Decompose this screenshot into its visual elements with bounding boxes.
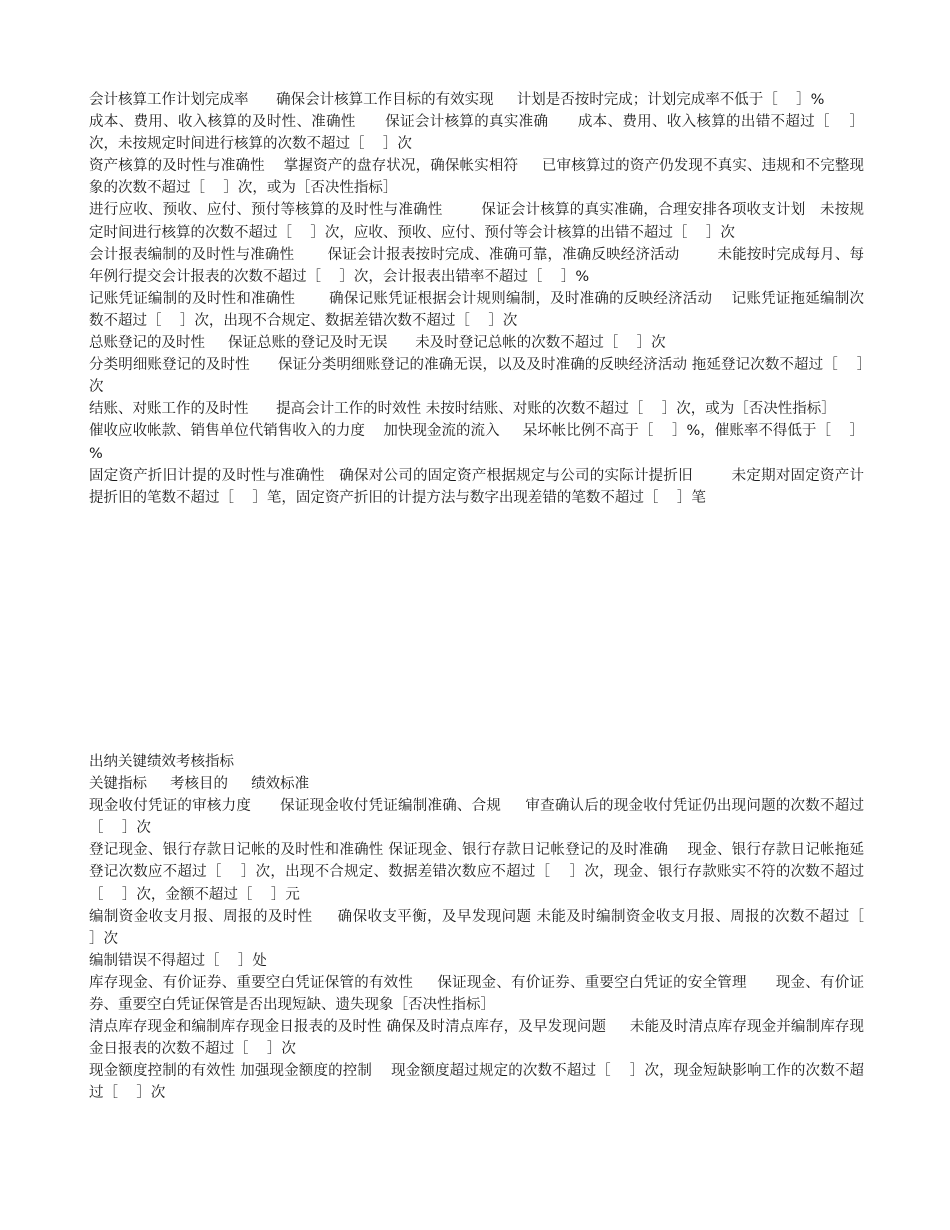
cashier-kpi-section	[89, 751, 883, 1105]
kpi-item-plan-completion-rate: 会计核算工作计划完成率 确保会计核算工作目标的有效实现 计划是否按时完成；计划完成率不低于［ ］%	[89, 92, 825, 108]
kpi-item-cash-limit: 现金额度控制的有效性 加强现金额度的控制 现金额度超过规定的次数不超过［ ］次，现金短缺影响工作的次数不超过［ ］次	[89, 1063, 864, 1102]
table-header: 关键指标 考核目的 绩效标准	[89, 776, 310, 793]
kpi-item-cash-bank-journal: 登记现金、银行存款日记帐的及时性和准确性 保证现金、银行存款日记帐登记的及时准确 现金、银行存款日记帐拖延登记次数应不超过［ ］次，出现不合规定、数据差错次数应不超过［ ］次，现金、银行存款账实不符的次数不超过［ ］次，金额不超过［ ］元	[89, 842, 864, 903]
kpi-item-cost-expense-income: 成本、费用、收入核算的及时性、准确性 保证会计核算的真实准确 成本、费用、收入核算的出错不超过［ ］次，未按规定时间进行核算的次数不超过［ ］次	[89, 114, 864, 153]
kpi-item-safekeeping: 库存现金、有价证券、重要空白凭证保管的有效性 保证现金、有价证券、重要空白凭证的安全管理 现金、有价证券、重要空白凭证保管是否出现短缺、遗失现象［否决性指标］	[89, 974, 864, 1014]
accounting-kpi-section	[89, 89, 864, 509]
kpi-item-subsidiary-ledger: 分类明细账登记的及时性 保证分类明细账登记的准确无误，以及及时准确的反映经济活动 拖延登记次数不超过［ ］次	[89, 357, 864, 396]
kpi-item-asset-accounting: 资产核算的及时性与准确性 掌握资产的盘存状况，确保帐实相符 已审核算过的资产仍发现不真实、违规和不完整现象的次数不超过［ ］次，或为［否决性指标］	[89, 158, 864, 197]
section-title: 出纳关键绩效考核指标	[89, 754, 234, 770]
kpi-item-report-errors: 编制错误不得超过［ ］处	[89, 952, 267, 969]
kpi-item-voucher-preparation: 记账凭证编制的及时性和准确性 确保记账凭证根据会计规则编制，及时准确的反映经济活动 记账凭证拖延编制次数不超过［ ］次，出现不合规定、数据差错次数不超过［ ］次	[89, 290, 864, 329]
kpi-item-fund-reports: 编制资金收支月报、周报的及时性 确保收支平衡，及早发现问题 未能及时编制资金收支月报、周报的次数不超过［ ］次	[89, 908, 883, 947]
kpi-item-financial-statements: 会计报表编制的及时性与准确性 保证会计报表按时完成、准确可靠，准确反映经济活动 未能按时完成每月、每年例行提交会计报表的次数不超过［ ］次，会计报表出错率不超过［ ］%	[89, 246, 864, 285]
kpi-item-general-ledger: 总账登记的及时性 保证总账的登记及时无误 未及时登记总帐的次数不超过［ ］次	[89, 335, 666, 352]
kpi-item-depreciation: 固定资产折旧计提的及时性与准确性 确保对公司的固定资产根据规定与公司的实际计提折旧 未定期对固定资产计提折旧的笔数不超过［ ］笔，固定资产折旧的计提方法与数字出现差错的笔数不超过［ ］笔	[89, 467, 864, 506]
kpi-item-collection: 催收应收帐款、销售单位代销售收入的力度 加快现金流的流入 呆坏帐比例不高于［ ］%，催账率不得低于［ ］%	[89, 423, 864, 462]
kpi-item-receivables-payables: 进行应收、预收、应付、预付等核算的及时性与准确性 保证会计核算的真实准确，合理安排各项收支计划 未按规定时间进行核算的次数不超过［ ］次，应收、预收、应付、预付等会计核算的出错不超过［ ］次	[89, 202, 864, 241]
kpi-item-cash-voucher-review: 现金收付凭证的审核力度 保证现金收付凭证编制准确、合规 审查确认后的现金收付凭证仍出现问题的次数不超过［ ］次	[89, 798, 864, 837]
kpi-item-cash-count: 清点库存现金和编制库存现金日报表的及时性 确保及时清点库存，及早发现问题 未能及时清点库存现金并编制库存现金日报表的次数不超过［ ］次	[89, 1019, 864, 1058]
kpi-item-closing-reconciliation: 结账、对账工作的及时性 提高会计工作的时效性 未按时结账、对账的次数不超过［ ］次，或为［否决性指标］	[89, 401, 836, 418]
